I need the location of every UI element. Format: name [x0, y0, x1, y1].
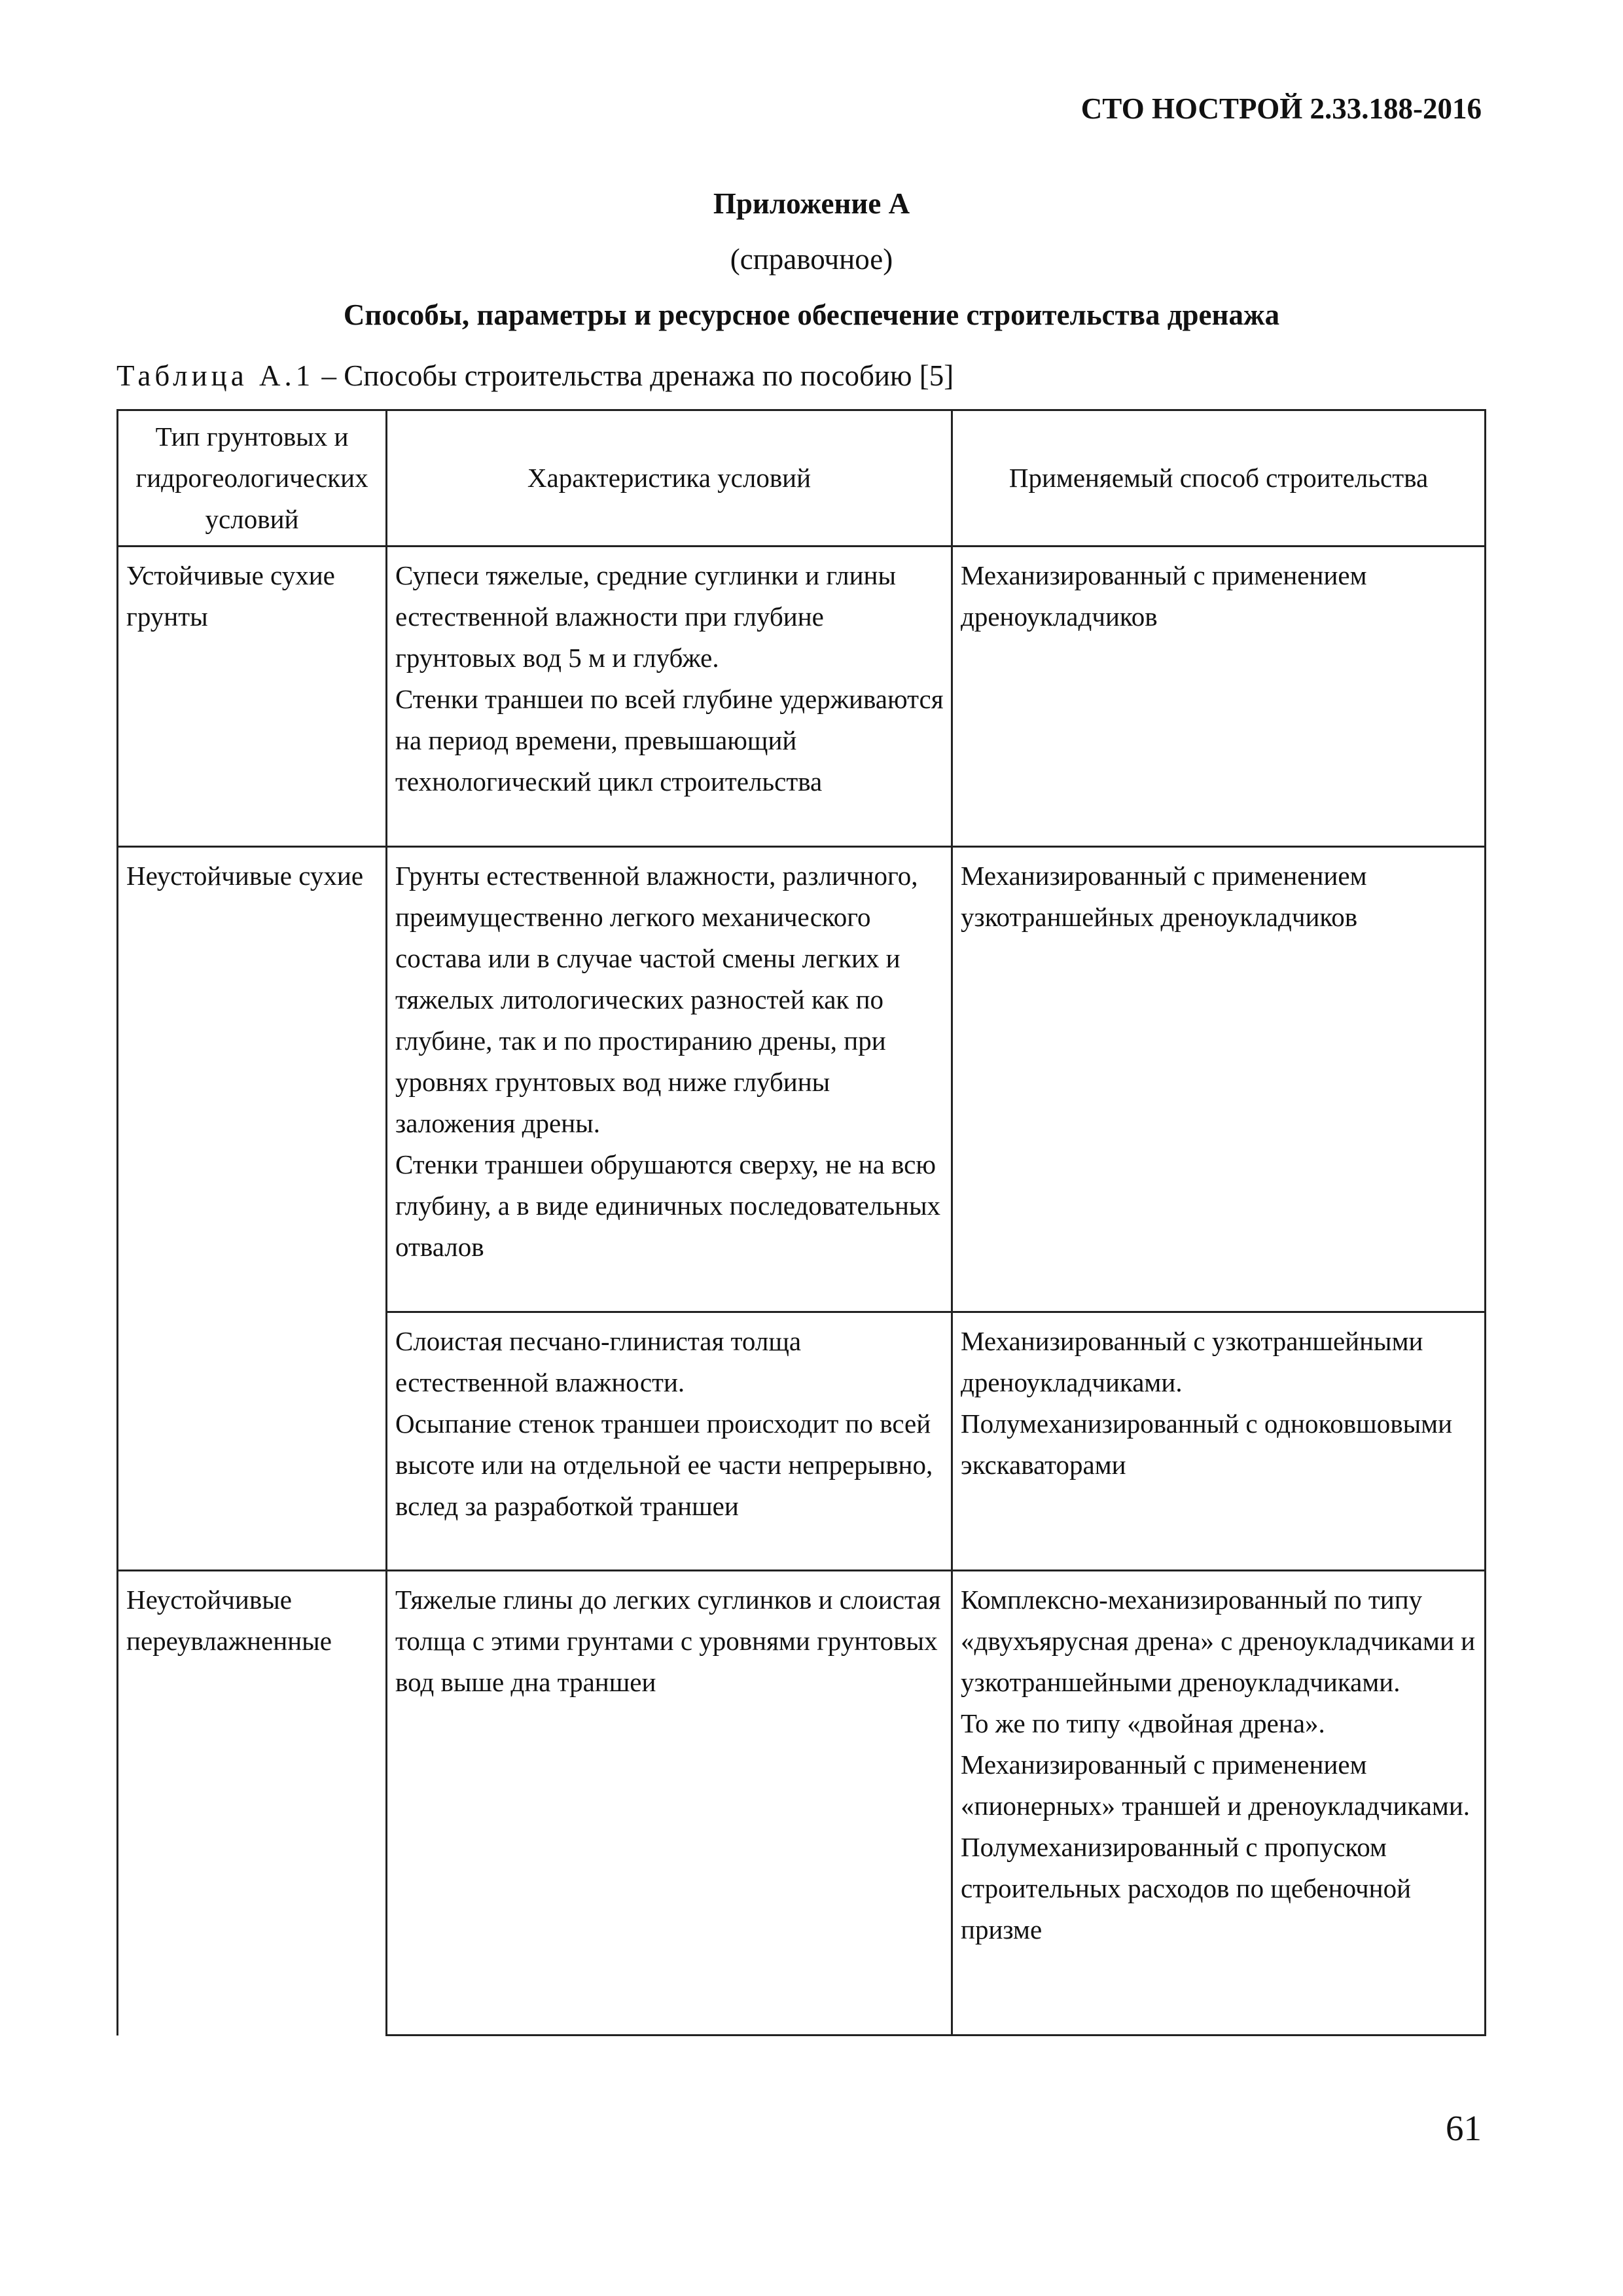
- document-code: СТО НОСТРОЙ 2.33.188-2016: [1080, 92, 1482, 125]
- table-caption: [116, 359, 954, 393]
- row-method-cell: Механизированный с применением узкотраншейных дреноукладчиков: [952, 847, 1486, 1312]
- table-caption-label: Таблица А.1: [116, 359, 315, 392]
- table-row: [118, 1571, 1486, 2036]
- page-number: 61: [1446, 2108, 1482, 2148]
- row-method-cell: Механизированный с узкотраншейными дреноукладчиками. Полумеханизированный с одноковшовыми экскаваторами: [952, 1312, 1486, 1571]
- table-header-row: [118, 410, 1486, 547]
- row-characteristic-cell: Супеси тяжелые, средние суглинки и глины естественной влажности при глубине грунтовых вод 5 м и глубже. Стенки траншеи по всей глубине удерживаются на период времени, превышающий технологический цикл строительства: [387, 547, 952, 847]
- appendix-heading: Способы, параметры и ресурсное обеспечение строительства дренажа: [343, 298, 1280, 331]
- row-characteristic-cell: Тяжелые глины до легких суглинков и слоистая толща с этими грунтами с уровнями грунтовых вод выше дна траншеи: [387, 1571, 952, 2036]
- appendix-title: Приложение А: [713, 187, 910, 220]
- row-characteristic-cell: Слоистая песчано-глинистая толща естественной влажности. Осыпание стенок траншеи происходит по всей высоте или на отдельной ее части непрерывно, вслед за разработкой траншеи: [387, 1312, 952, 1571]
- row-characteristic-cell: Грунты естественной влажности, различного, преимущественно легкого механического состава или в случае частой смены легких и тяжелых литологических разностей как по глубине, так и по простиранию дрены, при уровнях грунтовых вод ниже глубины заложения дрены. Стенки траншеи обрушаются сверху, не на всю глубину, а в виде единичных последовательных отвалов: [387, 847, 952, 1312]
- row-type-cell: Неустойчивые сухие: [118, 847, 387, 1571]
- appendix-subtitle: (справочное): [730, 243, 893, 276]
- row-type-cell: Устойчивые сухие грунты: [118, 547, 387, 847]
- column-header-type: Тип грунтовых и гидрогеологических условий: [118, 410, 387, 547]
- table-caption-text: – Способы строительства дренажа по пособию [5]: [314, 359, 954, 392]
- row-method-cell: Комплексно-механизированный по типу «двухъярусная дрена» с дреноукладчиками и узкотраншейными дреноукладчиками. То же по типу «двойная дрена». Механизированный с применением «пионерных» траншей и дреноукладчиками. Полумеханизированный с пропуском строительных расходов по щебеночной призме: [952, 1571, 1486, 2036]
- table-row: [118, 547, 1486, 847]
- table-row: [118, 847, 1486, 1312]
- drainage-methods-table: [116, 409, 1486, 2036]
- row-type-cell: Неустойчивые переувлажненные: [118, 1571, 387, 2036]
- row-method-cell: Механизированный с применением дреноукладчиков: [952, 547, 1486, 847]
- column-header-characteristic: Характеристика условий: [387, 410, 952, 547]
- column-header-method: Применяемый способ строительства: [952, 410, 1486, 547]
